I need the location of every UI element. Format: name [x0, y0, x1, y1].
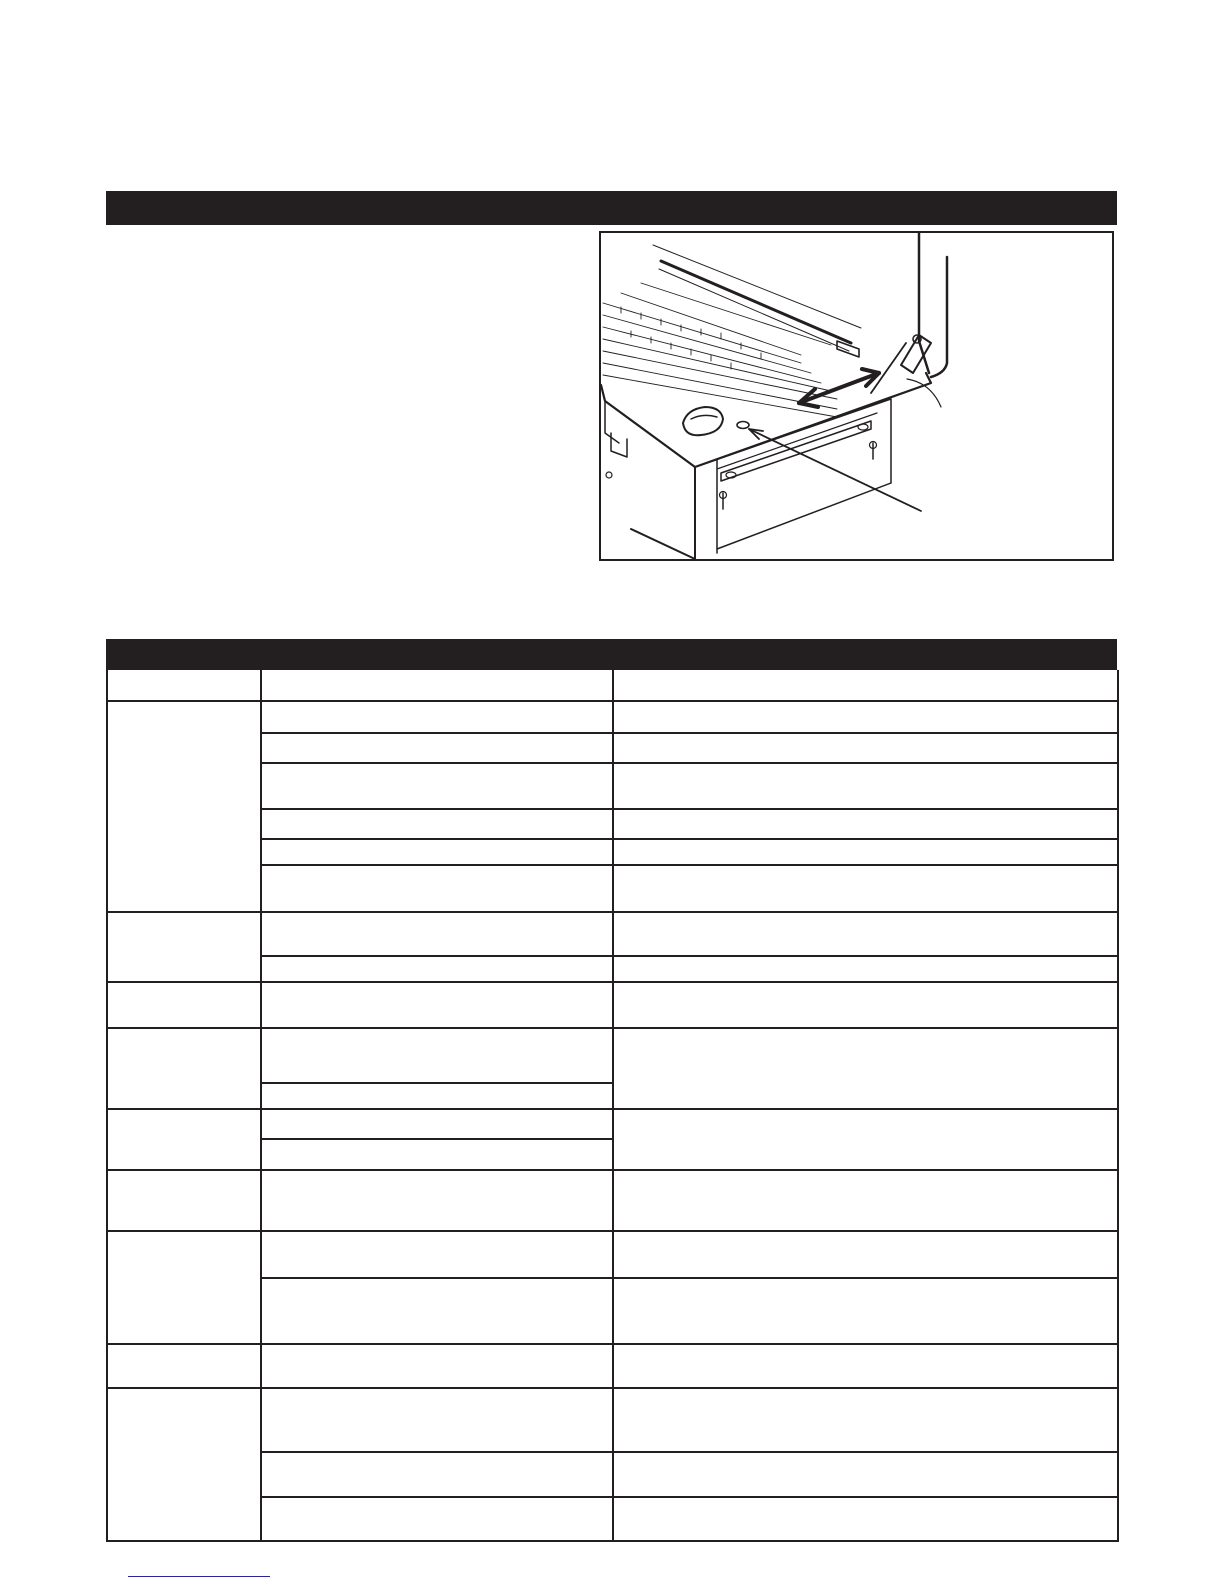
table-cell — [107, 1344, 261, 1388]
table-cell — [613, 956, 1118, 982]
table-cell — [261, 865, 613, 912]
table-cell — [261, 982, 613, 1028]
table-cell — [613, 733, 1118, 763]
table-cell — [261, 701, 613, 733]
table-cell — [261, 763, 613, 809]
table-cell — [261, 912, 613, 956]
table-cell — [613, 1170, 1118, 1231]
section-title-bar — [106, 191, 1117, 225]
table-row — [107, 701, 1118, 733]
table-cell — [107, 1231, 261, 1344]
table-cell — [261, 670, 613, 701]
table-cell — [613, 839, 1118, 865]
illustration-figure — [599, 231, 1114, 561]
table-cell — [261, 1109, 613, 1139]
table-cell — [107, 982, 261, 1028]
table-cell — [613, 763, 1118, 809]
table-row — [107, 1344, 1118, 1388]
table-cell — [613, 982, 1118, 1028]
table-cell — [261, 1083, 613, 1109]
table-cell — [261, 1278, 613, 1344]
table-cell — [261, 809, 613, 839]
table-row — [107, 1170, 1118, 1231]
table-cell — [613, 912, 1118, 956]
table-cell — [261, 839, 613, 865]
table-header-bar — [106, 639, 1117, 670]
table-cell — [261, 1139, 613, 1170]
table-cell — [261, 1028, 613, 1083]
table-cell — [107, 1109, 261, 1170]
table-cell — [613, 1497, 1118, 1541]
table-cell — [613, 1109, 1118, 1170]
table-row — [107, 1388, 1118, 1452]
table-cell — [107, 912, 261, 982]
table-cell — [261, 1344, 613, 1388]
table-cell — [107, 1170, 261, 1231]
table-cell — [613, 670, 1118, 701]
table-cell — [261, 1497, 613, 1541]
table-cell — [107, 1388, 261, 1541]
table-cell — [613, 1388, 1118, 1452]
table-row — [107, 1231, 1118, 1278]
table-cell — [107, 701, 261, 912]
table-row — [107, 1028, 1118, 1083]
table-cell — [613, 701, 1118, 733]
table-cell — [261, 956, 613, 982]
table-cell — [613, 1278, 1118, 1344]
table-cell — [107, 1028, 261, 1109]
table-cell — [613, 1028, 1118, 1109]
table-cell — [261, 1170, 613, 1231]
table-cell — [261, 733, 613, 763]
table-cell — [613, 865, 1118, 912]
table-cell — [613, 1452, 1118, 1497]
table-cell — [261, 1452, 613, 1497]
table-row — [107, 982, 1118, 1028]
table-cell — [613, 1231, 1118, 1278]
table-row — [107, 670, 1118, 701]
table-row — [107, 1109, 1118, 1139]
table-cell — [613, 1344, 1118, 1388]
grill-drip-tray-illustration-icon — [601, 233, 1112, 559]
troubleshooting-table — [106, 639, 1117, 1542]
table-cell — [261, 1231, 613, 1278]
footer-link-underline[interactable] — [128, 1576, 270, 1577]
table-cell — [613, 809, 1118, 839]
table-cell — [261, 1388, 613, 1452]
table-row — [107, 912, 1118, 956]
table-cell — [107, 670, 261, 701]
